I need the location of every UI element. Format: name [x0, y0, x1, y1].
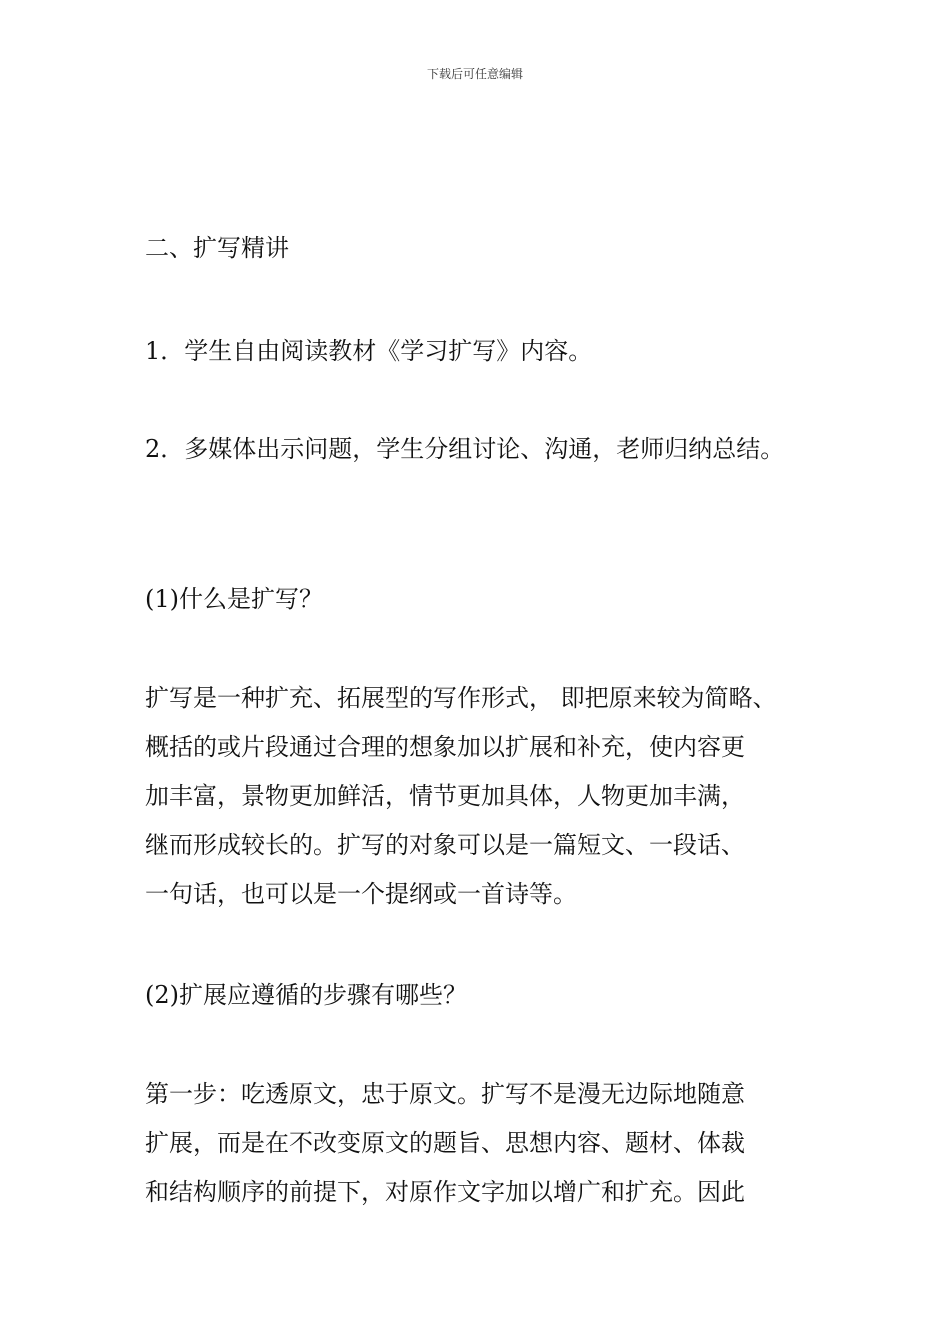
answer-1-line-1: 扩写是一种扩充、拓展型的写作形式， 即把原来较为简略、 [145, 684, 777, 712]
section-title: 二、扩写精讲 [145, 234, 289, 262]
answer-2-line-1: 第一步：吃透原文，忠于原文。扩写不是漫无边际地随意 [145, 1080, 745, 1108]
answer-1-line-5: 一句话，也可以是一个提纲或一首诗等。 [145, 880, 577, 908]
page-header: 下载后可任意编辑 [426, 67, 523, 81]
answer-1-line-2: 概括的或片段通过合理的想象加以扩展和补充，使内容更 [145, 733, 745, 761]
answer-1-line-4: 继而形成较长的。扩写的对象可以是一篇短文、一段话、 [145, 831, 745, 859]
question-1: (1)什么是扩写？ [145, 585, 323, 613]
list-item-1: 1．学生自由阅读教材《学习扩写》内容。 [145, 337, 593, 365]
question-2: (2)扩展应遵循的步骤有哪些？ [145, 981, 467, 1009]
answer-2-line-2: 扩展，而是在不改变原文的题旨、思想内容、题材、体裁 [145, 1129, 745, 1157]
answer-2-line-3: 和结构顺序的前提下，对原作文字加以增广和扩充。因此 [145, 1178, 745, 1206]
answer-1-line-3: 加丰富，景物更加鲜活，情节更加具体，人物更加丰满， [145, 782, 745, 810]
list-item-2: 2．多媒体出示问题，学生分组讨论、沟通，老师归纳总结。 [145, 435, 785, 463]
